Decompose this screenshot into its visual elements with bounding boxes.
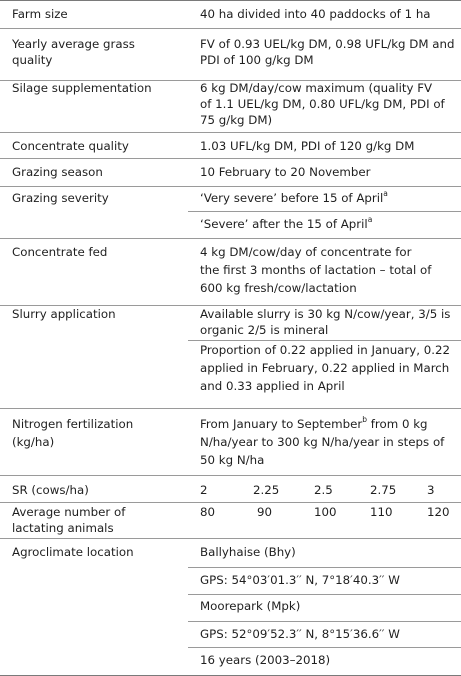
row-value-nitrogen: 50 kg N/ha	[200, 453, 265, 467]
row-value-silage: 75 g/kg DM)	[200, 113, 273, 127]
sr-value: 2.25	[253, 483, 280, 497]
row-divider	[0, 475, 461, 476]
row-value-concentrate-quality: 1.03 UFL/kg DM, PDI of 120 g/kg DM	[200, 139, 415, 153]
row-label-grass-quality: Yearly average grass	[12, 37, 135, 51]
row-divider	[0, 186, 461, 187]
row-label-grazing-severity: Grazing severity	[12, 191, 109, 205]
row-label-agroclimate: Agroclimate location	[12, 545, 134, 559]
agroclimate-entry: 16 years (2003–2018)	[200, 653, 331, 667]
table-top-rule	[0, 0, 461, 1]
lactating-value: 110	[370, 505, 393, 519]
sr-value: 3	[427, 483, 435, 497]
row-label-silage: Silage supplementation	[12, 81, 152, 95]
row-value-grass-quality: PDI of 100 g/kg DM	[200, 53, 314, 67]
row-divider	[0, 408, 461, 409]
sr-value: 2.75	[370, 483, 397, 497]
row-value-concentrate-fed: 4 kg DM/cow/day of concentrate for	[200, 245, 412, 259]
sub-row-divider	[188, 211, 461, 212]
row-value-slurry-2: applied in February, 0.22 applied in March	[200, 361, 450, 375]
lactating-value: 80	[200, 505, 216, 519]
row-divider	[0, 28, 461, 29]
sub-row-divider	[188, 340, 461, 341]
footnote-mark: b	[362, 415, 368, 425]
row-divider	[0, 538, 461, 539]
lactating-value: 90	[257, 505, 273, 519]
row-value-concentrate-fed: the first 3 months of lactation – total of	[200, 263, 432, 277]
lactating-value: 100	[314, 505, 337, 519]
agroclimate-entry: Moorepark (Mpk)	[200, 599, 301, 613]
row-divider	[0, 158, 461, 159]
row-label-nitrogen: (kg/ha)	[12, 435, 55, 449]
row-value-grass-quality: FV of 0.93 UEL/kg DM, 0.98 UFL/kg DM and	[200, 37, 455, 51]
row-divider	[0, 132, 461, 133]
row-label-grass-quality: quality	[12, 53, 53, 67]
row-divider	[0, 502, 461, 503]
row-value-grazing-severity-2: ‘Severe’ after the 15 of April$^a$	[200, 215, 373, 231]
agroclimate-entry: GPS: 52°09′52.3′′ N, 8°15′36.6′′ W	[200, 627, 400, 641]
sr-value: 2	[200, 483, 208, 497]
row-label-lactating: lactating animals	[12, 521, 114, 535]
sub-row-divider	[188, 594, 461, 595]
row-value-slurry-2: Proportion of 0.22 applied in January, 0.22	[200, 343, 451, 357]
row-value-concentrate-fed: 600 kg fresh/cow/lactation	[200, 281, 357, 295]
footnote-mark: a	[367, 215, 373, 225]
row-label-grazing-season: Grazing season	[12, 165, 103, 179]
row-value-nitrogen: N/ha/year to 300 kg N/ha/year in steps of	[200, 435, 445, 449]
row-value-farm-size: 40 ha divided into 40 paddocks of 1 ha	[200, 7, 431, 21]
lactating-value: 120	[427, 505, 450, 519]
row-label-concentrate-quality: Concentrate quality	[12, 139, 129, 153]
row-value-silage: of 1.1 UEL/kg DM, 0.80 UFL/kg DM, PDI of	[200, 97, 445, 111]
footnote-mark: a	[383, 189, 388, 199]
row-label-concentrate-fed: Concentrate fed	[12, 245, 108, 259]
row-value-slurry-1: Available slurry is 30 kg N/cow/year, 3/5 is	[200, 307, 451, 321]
row-label-farm-size: Farm size	[12, 7, 68, 21]
sr-value: 2.5	[314, 483, 333, 497]
agroclimate-entry: GPS: 54°03′01.3′′ N, 7°18′40.3′′ W	[200, 573, 400, 587]
row-value-grazing-severity-1: ‘Very severe’ before 15 of April$^a$	[200, 189, 388, 205]
row-value-silage: 6 kg DM/day/cow maximum (quality FV	[200, 81, 433, 95]
row-value-grazing-season: 10 February to 20 November	[200, 165, 371, 179]
row-divider	[0, 238, 461, 239]
row-label-sr: SR (cows/ha)	[12, 483, 89, 497]
row-value-slurry-1: organic 2/5 is mineral	[200, 323, 329, 337]
row-label-nitrogen: Nitrogen fertilization	[12, 417, 134, 431]
row-label-lactating: Average number of	[12, 505, 126, 519]
sub-row-divider	[188, 567, 461, 568]
agroclimate-entry: Ballyhaise (Bhy)	[200, 545, 296, 559]
sub-row-divider	[188, 647, 461, 648]
row-value-slurry-2: and 0.33 applied in April	[200, 379, 345, 393]
row-value-nitrogen: From January to September$^b$ from 0 kg	[200, 415, 428, 431]
row-label-slurry: Slurry application	[12, 307, 116, 321]
sub-row-divider	[188, 621, 461, 622]
